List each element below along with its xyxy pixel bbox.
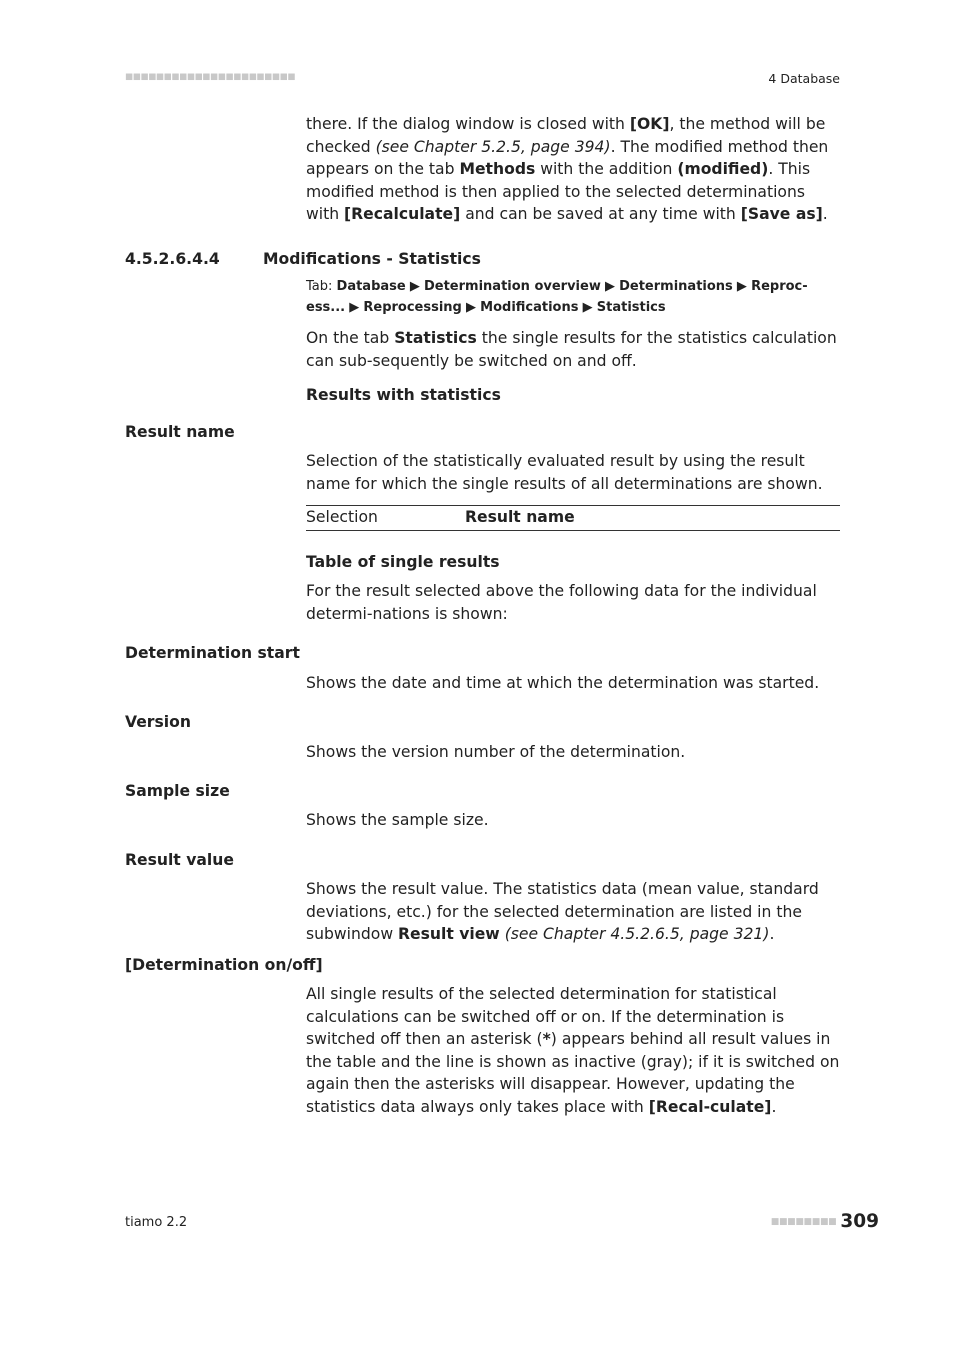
selection-value: Result name bbox=[465, 508, 575, 526]
tab-intro-paragraph: On the tab Statistics the single results for the statistics calculation can sub-sequently be switched on and off. bbox=[306, 329, 837, 370]
selection-table bbox=[306, 505, 840, 531]
selection-label: Selection bbox=[306, 508, 378, 526]
tab-path: Tab: Database ▶ Determination overview ▶ Determinations ▶ Reproc-ess... ▶ Reprocessing ▶ Modifications ▶ Statistics bbox=[306, 279, 808, 315]
intro-paragraph: there. If the dialog window is closed with [OK], the method will be checked (see Chapter 5.2.5, page 394). The modified method then appears on the tab Methods with the addition (modified). This modified method is then applied to the selected determinations with [Recalculate] and can be saved at any time with [Save as]. bbox=[306, 115, 829, 223]
sample-size-description: Shows the sample size. bbox=[306, 811, 489, 829]
term-determination-on-off: [Determination on/off] bbox=[125, 956, 323, 974]
term-determination-start: Determination start bbox=[125, 644, 300, 662]
section-title: Modifications - Statistics bbox=[263, 250, 481, 268]
results-heading: Results with statistics bbox=[306, 386, 501, 404]
header-decoration: ■■■■■■■■■■■■■■■■■■■■■■ bbox=[125, 72, 296, 82]
result-name-description: Selection of the statistically evaluated result by using the result name for which the single results of all determinations are shown. bbox=[306, 452, 823, 493]
term-result-value: Result value bbox=[125, 851, 234, 869]
term-version: Version bbox=[125, 713, 191, 731]
table-description: For the result selected above the following data for the individual determi-nations is shown: bbox=[306, 582, 817, 623]
determination-start-description: Shows the date and time at which the determination was started. bbox=[306, 674, 820, 692]
page-number: ■■■■■■■■ 309 bbox=[770, 1211, 879, 1232]
term-result-name: Result name bbox=[125, 423, 235, 441]
result-value-description: Shows the result value. The statistics data (mean value, standard deviations, etc.) for the selected determination are listed in the subwindow Result view (see Chapter 4.5.2.6.5, page 321). bbox=[306, 880, 819, 943]
table-heading: Table of single results bbox=[306, 553, 500, 571]
chapter-header: 4 Database bbox=[768, 71, 840, 86]
footer-product: tiamo 2.2 bbox=[125, 1215, 188, 1230]
version-description: Shows the version number of the determination. bbox=[306, 743, 686, 761]
term-sample-size: Sample size bbox=[125, 782, 230, 800]
footer-decoration: ■■■■■■■■ bbox=[770, 1217, 837, 1227]
determination-on-off-description: All single results of the selected determination for statistical calculations can be switched off or on. If the determination is switched off then an asterisk (*) appears behind all result values in the table and the line is shown as inactive (gray); if it is switched on again then the asterisks will disappear. However, updating the statistics data always only takes place with [Recal-culate]. bbox=[306, 985, 840, 1116]
section-number: 4.5.2.6.4.4 bbox=[125, 250, 220, 268]
